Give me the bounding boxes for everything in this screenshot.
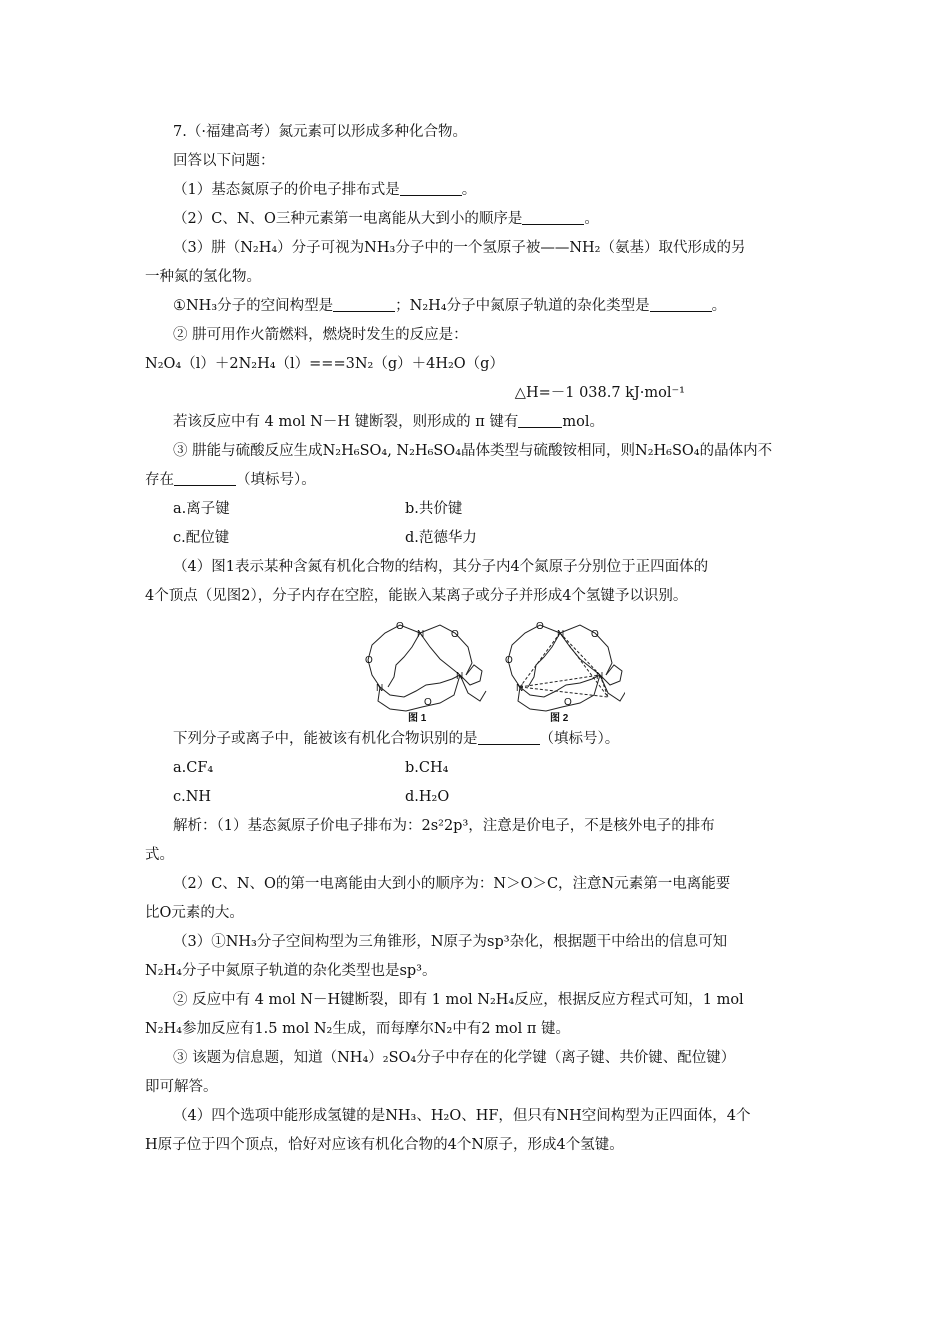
answer-blank bbox=[518, 413, 562, 428]
analysis-2-line1: （2）C、N、O的第一电离能由大到小的顺序为：N＞O＞C，注意N元素第一电离能要 bbox=[173, 876, 731, 892]
atom-label: N bbox=[456, 671, 464, 682]
option: d.H₂O bbox=[405, 789, 450, 805]
analysis-1-line2: 式。 bbox=[145, 847, 174, 863]
atom-label: O bbox=[451, 629, 459, 640]
figure-2-label: 图 2 bbox=[550, 713, 569, 723]
analysis-4-line1: （4）四个选项中能形成氢键的是NH₃、H₂O、HF，但只有NH空间构型为正四面体，4个 bbox=[173, 1108, 751, 1124]
analysis-3a-line2: N₂H₄分子中氮原子轨道的杂化类型也是sp³。 bbox=[145, 963, 437, 979]
option: d.范德华力 bbox=[405, 530, 477, 546]
question-4-ask: 下列分子或离子中，能被该有机化合物识别的是 （填标号）。 bbox=[173, 731, 620, 747]
question-4-line1: （4）图1表示某种含氮有机化合物的结构，其分子内4个氮原子分别位于正四面体的 bbox=[173, 559, 709, 575]
answer-blank bbox=[522, 210, 584, 225]
option: b.共价键 bbox=[405, 501, 463, 517]
atom-label: O bbox=[396, 621, 404, 632]
atom-label: O bbox=[365, 655, 373, 666]
analysis-3c-line1: ③ 该题为信息题，知道（NH₄）₂SO₄分子中存在的化学键（离子键、共价键、配位键） bbox=[173, 1050, 736, 1066]
atom-label: O bbox=[424, 697, 432, 708]
answer-blank bbox=[174, 471, 236, 486]
reaction-equation: N₂O₄（l）＋2N₂H₄（l）===3N₂（g）＋4H₂O（g） bbox=[145, 356, 504, 372]
option: b.CH₄ bbox=[405, 760, 449, 776]
question-header: 7.（·福建高考）氮元素可以形成多种化合物。 bbox=[173, 124, 467, 140]
question-3c-line2: 存在 （填标号）。 bbox=[145, 472, 316, 488]
question-2: （2）C、N、O三种元素第一电离能从大到小的顺序是 。 bbox=[173, 211, 599, 227]
option: c.配位键 bbox=[173, 530, 230, 546]
atom-label: O bbox=[536, 621, 544, 632]
reaction-enthalpy: △H=－1 038.7 kJ·mol⁻¹ bbox=[514, 385, 685, 401]
answer-blank bbox=[400, 181, 462, 196]
options-row bbox=[145, 524, 810, 553]
question-3b-ask: 若该反应中有 4 mol N－H 键断裂，则形成的 π 键有 mol。 bbox=[173, 414, 604, 430]
option: c.NH bbox=[173, 789, 212, 805]
atom-label: N bbox=[596, 671, 604, 682]
atom-label: O bbox=[505, 655, 513, 666]
analysis-3b-line2: N₂H₄参加反应有1.5 mol N₂生成，而每摩尔N₂中有2 mol π 键。 bbox=[145, 1021, 571, 1037]
structure-figures bbox=[145, 615, 810, 723]
analysis-3b-line1: ② 反应中有 4 mol N－H键断裂，即有 1 mol N₂H₄反应，根据反应方程式可知，1 mol bbox=[173, 992, 744, 1008]
atom-label: N bbox=[417, 629, 425, 640]
analysis-3a-line1: （3）①NH₃分子空间构型为三角锥形，N原子为sp³杂化，根据题干中给出的信息可知 bbox=[173, 934, 728, 950]
options-row bbox=[145, 495, 810, 524]
analysis-3c-line2: 即可解答。 bbox=[145, 1079, 218, 1095]
question-1: （1）基态氮原子的价电子排布式是 。 bbox=[173, 182, 477, 198]
options-row bbox=[145, 754, 810, 783]
atom-label: N bbox=[557, 629, 565, 640]
atom-label: N bbox=[516, 683, 524, 694]
analysis-2-line2: 比O元素的大。 bbox=[145, 905, 244, 921]
question-4-line2: 4个顶点（见图2），分子内存在空腔，能嵌入某离子或分子并形成4个氢键予以识别。 bbox=[145, 588, 688, 604]
option: a.离子键 bbox=[173, 501, 230, 517]
answer-blank bbox=[478, 730, 540, 745]
atom-label: O bbox=[564, 697, 572, 708]
question-3a: ①NH₃分子的空间构型是 ；N₂H₄分子中氮原子轨道的杂化类型是 。 bbox=[173, 298, 727, 314]
figure-1-label: 图 1 bbox=[408, 713, 427, 723]
question-3-line2: 一种氮的氢化物。 bbox=[145, 269, 261, 285]
document-page bbox=[145, 118, 810, 1160]
atom-label: N bbox=[376, 683, 384, 694]
question-3c-line1: ③ 肼能与硫酸反应生成N₂H₆SO₄, N₂H₆SO₄晶体类型与硫酸铵相同，则N₂H₆SO₄的晶体内不 bbox=[173, 443, 773, 459]
analysis-4-line2: H原子位于四个顶点，恰好对应该有机化合物的4个N原子，形成4个氢键。 bbox=[145, 1137, 624, 1153]
question-intro: 回答以下问题： bbox=[173, 153, 275, 169]
cryptand-diagram bbox=[360, 615, 625, 723]
analysis-1-line1: 解析：（1）基态氮原子价电子排布为：2s²2p³，注意是价电子，不是核外电子的排布 bbox=[173, 818, 715, 834]
options-row bbox=[145, 783, 810, 812]
option: a.CF₄ bbox=[173, 760, 214, 776]
answer-blank bbox=[333, 297, 395, 312]
atom-label: O bbox=[591, 629, 599, 640]
answer-blank bbox=[650, 297, 712, 312]
question-3-line1: （3）肼（N₂H₄）分子可视为NH₃分子中的一个氢原子被——NH₂（氨基）取代形成的另 bbox=[173, 240, 746, 256]
question-3b: ② 肼可用作火箭燃料，燃烧时发生的反应是： bbox=[173, 327, 468, 343]
